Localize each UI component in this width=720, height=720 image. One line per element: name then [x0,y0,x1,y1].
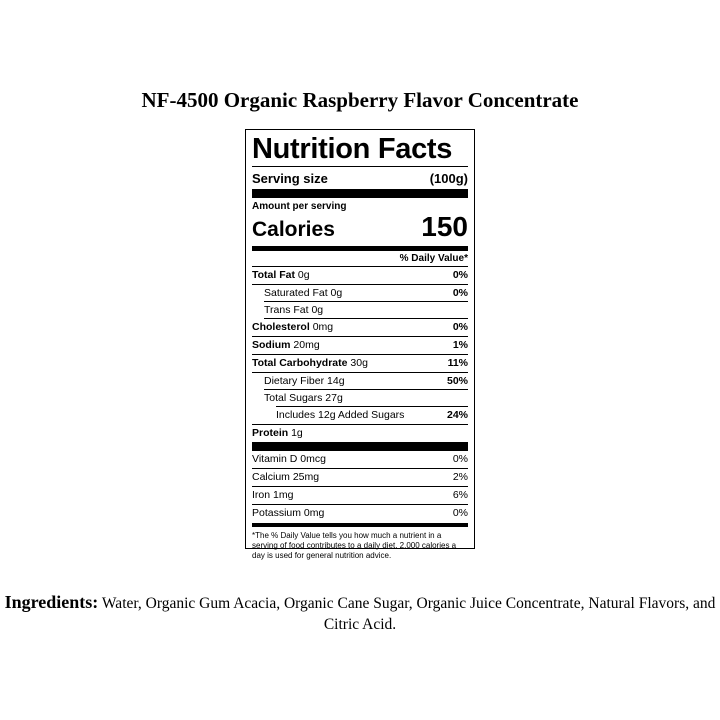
nutrient-dv: 1% [452,339,468,351]
amount-per-serving: Amount per serving [252,201,347,212]
calories-value: 150 [421,211,468,242]
nutrient-row-protein [252,425,468,442]
ingredients-text: Water, Organic Gum Acacia, Organic Cane Sugar, Organic Juice Concentrate, Natural Flavors, and Citric Acid. [101,595,716,633]
nutrient-dv: 0% [452,287,468,299]
nutrient-dv: 50% [446,375,468,387]
nutrient-dv: 0% [452,269,468,281]
divider [252,166,468,167]
nutrient-row-saturated-fat [252,285,468,302]
vitamin-text: Potassium 0mg [252,507,325,519]
nutrient-name: Includes 12g Added Sugars [276,409,405,421]
nutrient-row-sodium [252,337,468,355]
daily-value-header: % Daily Value* [252,251,468,267]
vitamin-dv: 6% [452,489,468,501]
nutrient-name: Total Fat [252,269,295,281]
calories-label: Calories [252,218,335,241]
vitamin-row-iron [252,487,468,505]
vitamin-dv: 0% [452,453,468,465]
vitamin-text: Vitamin D 0mcg [252,453,326,465]
vitamin-text: Calcium 25mg [252,471,320,483]
vitamin-row-vitamin-d [252,451,468,469]
ingredients-statement [0,592,720,635]
nutrient-name: Trans Fat [264,304,309,316]
serving-size-label: Serving size [252,171,328,186]
thick-divider [252,442,468,451]
nutrient-row-trans-fat [252,302,468,319]
vitamin-dv: 0% [452,507,468,519]
nutrient-dv: 0% [452,321,468,333]
nutrient-dv: 24% [446,409,468,421]
thick-divider [252,189,468,198]
vitamin-row-calcium [252,469,468,487]
calories-row [252,213,468,244]
nutrient-row-added-sugars [252,407,468,425]
nutrient-amount: 27g [325,392,343,404]
nutrient-name: Dietary Fiber [264,375,325,387]
nutrient-amount: 0g [311,304,324,316]
footnote-divider [252,523,468,527]
nutrition-facts-heading: Nutrition Facts [252,133,453,165]
nutrient-amount: 30g [350,357,368,369]
nutrient-name: Total Carbohydrate [252,357,348,369]
nutrient-amount: 0g [297,269,310,281]
vitamin-text: Iron 1mg [252,489,294,501]
nutrient-name: Saturated Fat [264,287,328,299]
nutrient-amount: 0mg [312,321,334,333]
serving-size-row [252,170,468,188]
nutrient-row-cholesterol [252,319,468,337]
ingredients-label: Ingredients: [4,592,99,612]
nutrient-row-dietary-fiber [252,373,468,390]
nutrient-name: Total Sugars [264,392,323,404]
daily-value-footnote: *The % Daily Value tells you how much a nutrient in a serving of food contributes to a daily diet. 2,000 calories a day is used for general nutrition advice. [252,531,457,560]
nutrient-row-total-sugars [252,390,468,407]
nutrient-row-total-carbohydrate [252,355,468,373]
nutrient-name: Protein [252,427,289,439]
product-title: NF-4500 Organic Raspberry Flavor Concentrate [141,88,579,112]
nutrient-amount: 14g [327,375,345,387]
vitamin-row-potassium [252,505,468,522]
serving-size-value: (100g) [429,171,468,186]
vitamin-dv: 2% [452,471,468,483]
nutrient-name: Cholesterol [252,321,310,333]
nutrition-facts-label [245,129,475,560]
nutrient-dv: 11% [447,357,468,369]
nutrient-amount: 20mg [293,339,320,351]
nutrient-name: Sodium [252,339,291,351]
nutrient-amount: 0g [330,287,343,299]
nutrient-row-total-fat [252,267,468,285]
nutrient-amount: 1g [291,427,303,439]
